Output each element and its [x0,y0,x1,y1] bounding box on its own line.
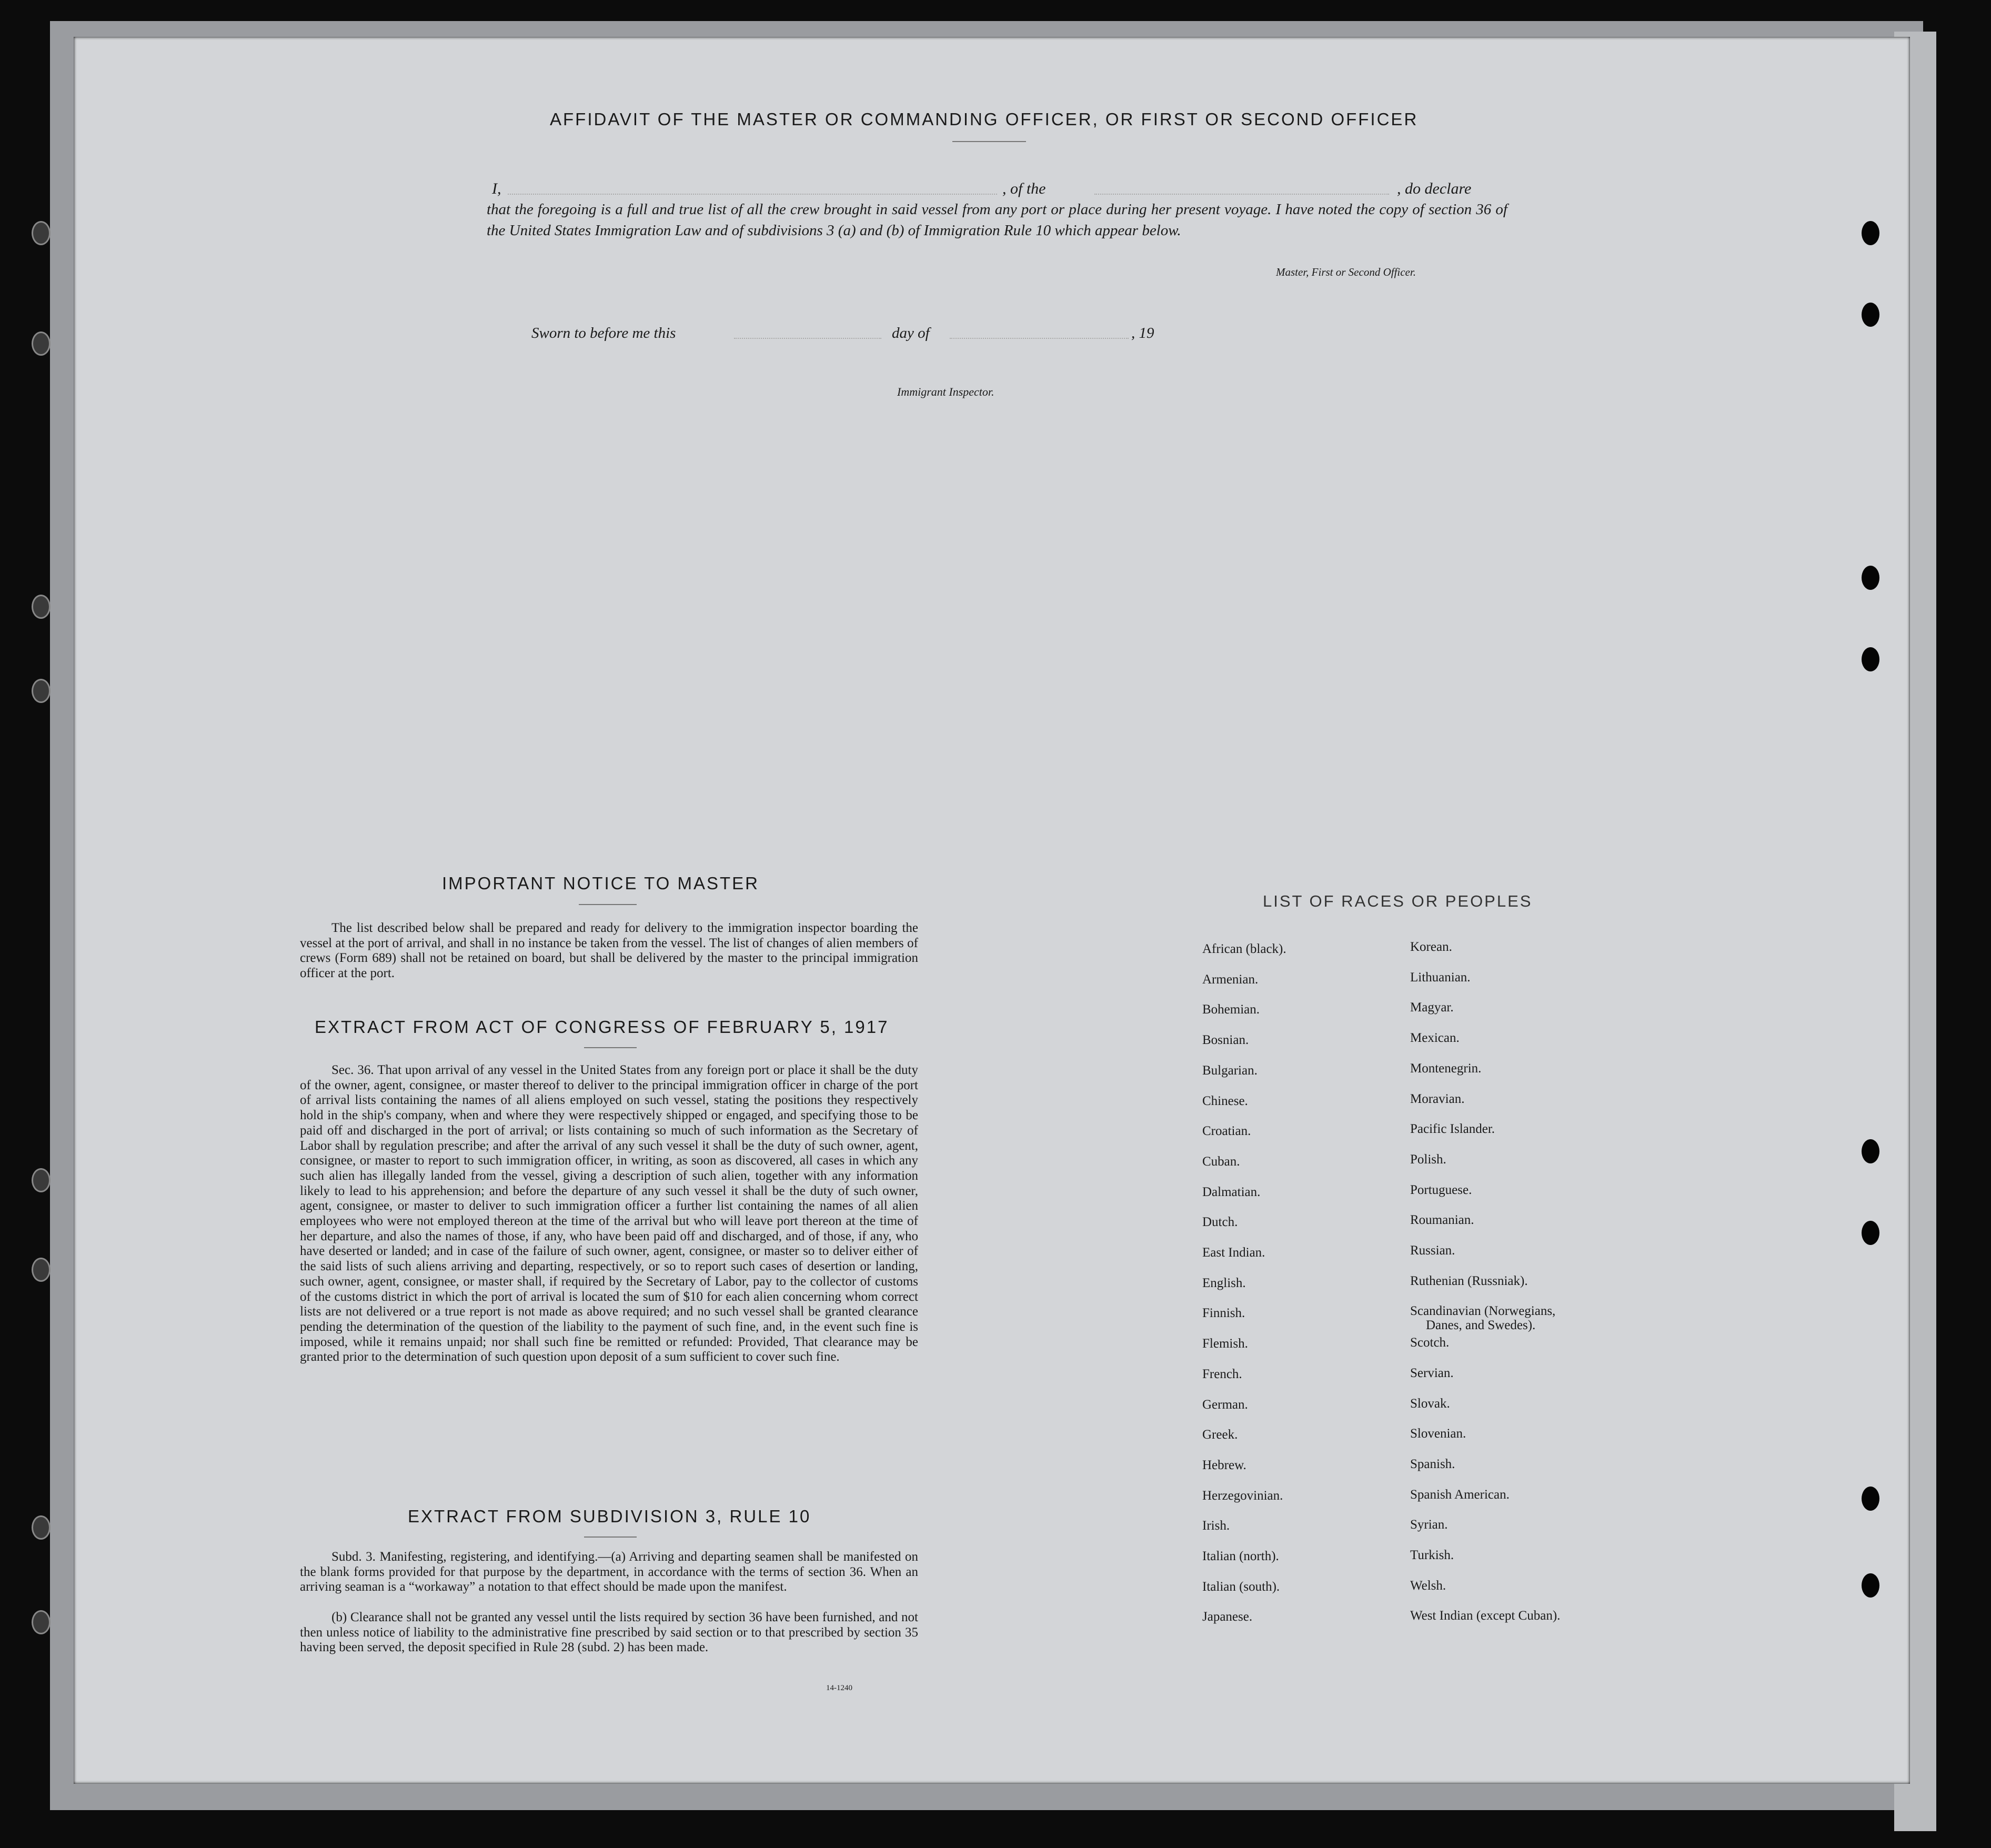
binder-hole [1862,1221,1879,1245]
form-number: 14-1240 [826,1684,852,1692]
race-item: West Indian (except Cuban). [1410,1609,1561,1623]
race-item: Scotch. [1410,1335,1450,1350]
race-item: Irish. [1202,1519,1230,1533]
race-item: Cuban. [1202,1154,1240,1169]
race-item: Croatian. [1202,1124,1251,1138]
name-blank[interactable] [508,194,997,195]
binder-hole [1862,303,1879,327]
binder-hole [1862,1573,1879,1598]
divider [579,904,637,905]
edge-hole [32,1515,51,1540]
divider [952,141,1026,142]
race-item: East Indian. [1202,1246,1265,1260]
race-item: Flemish. [1202,1337,1248,1351]
month-blank[interactable] [950,338,1129,339]
edge-hole [32,595,51,619]
race-item: Syrian. [1410,1518,1448,1532]
race-item: Italian (south). [1202,1580,1280,1594]
sworn-label: Sworn to before me this [531,325,676,342]
edge-hole [32,1168,51,1192]
race-item: Slovak. [1410,1397,1450,1411]
affidavit-do-declare: , do declare [1397,180,1472,197]
race-item: Bulgarian. [1202,1063,1258,1078]
race-item: Servian. [1410,1366,1454,1380]
affidavit-of-the: , of the [1002,180,1046,197]
race-item: Greek. [1202,1428,1238,1442]
race-item: Armenian. [1202,972,1259,987]
race-item: Bosnian. [1202,1033,1249,1047]
race-item: Chinese. [1202,1094,1248,1108]
inspector-label: Immigrant Inspector. [897,385,994,398]
race-item: Finnish. [1202,1306,1245,1320]
race-item: Magyar. [1410,1000,1454,1015]
race-item: Herzegovinian. [1202,1489,1283,1503]
edge-hole [32,332,51,356]
race-item: Japanese. [1202,1610,1253,1624]
edge-hole [32,679,51,703]
race-item: Turkish. [1410,1548,1454,1562]
day-blank[interactable] [734,338,881,339]
races-title: LIST OF RACES OR PEOPLES [1263,892,1533,910]
race-item: Russian. [1410,1243,1455,1258]
document-page [74,37,1910,1784]
race-item: German. [1202,1398,1248,1412]
binder-hole [1862,1487,1879,1511]
race-item: Roumanian. [1410,1213,1474,1227]
race-item: Pacific Islander. [1410,1122,1495,1136]
vessel-blank[interactable] [1094,194,1389,195]
notice-title: IMPORTANT NOTICE TO MASTER [442,873,760,893]
act-title: EXTRACT FROM ACT OF CONGRESS OF FEBRUARY 5, 1917 [315,1017,889,1037]
binder-hole [1862,566,1879,590]
master-signature-label: Master, First or Second Officer. [1276,266,1416,278]
race-item: Italian (north). [1202,1549,1279,1563]
race-item: Ruthenian (Russniak). [1410,1274,1528,1288]
act-text: Sec. 36. That upon arrival of any vessel in the United States from any foreign port or place it shall be the duty of the owner, agent, consignee, or master thereof to deliver to the principal immigration officer in charge of the port of arrival lists containing the names of all aliens employed on such vessel, stating the positions they respectively hold in the ship's company, when and where they were respectively shipped or engaged, and specifying those to be paid off and discharged in the port of arrival; or lists containing so much of such information as the Secretary of Labor shall by regulation prescribe; and after the arrival of any such vessel it shall be the duty of such owner, agent, consignee, or master to report to such immigration officer, in writing, as soon as discovered, all cases in which any such alien has illegally landed from the vessel, giving a description of such alien, together with any information likely to lead to his apprehension; and before the departure of any such vessel it shall be the duty of such owner, agent, consignee, or master to deliver to such immigration officer a further list containing the names of all alien employees who were not employed thereon at the time of the arrival but who will leave port thereon at the time of her departure, and also the names of those, if any, who have been paid off and discharged, and of those, if any, who have deserted or landed; and in case of the failure of such owner, agent, consignee, or master so to deliver either of the said lists of such aliens arriving and departing, respectively, or so to report such cases of desertion or landing, such owner, agent, consignee, or master shall, if required by the Secretary of Labor, pay to the collector of customs of the customs district in which the port of arrival is located the sum of $10 for each alien concerning whom correct lists are not delivered or a true report is not made as above required; and no such vessel shall be granted clearance pending the determination of the question of the liability to the payment of such fine, and, in the event such fine is imposed, while it remains unpaid; nor shall such fine be remitted or refunded: Provided, That clearance may be granted prior to the determination of such question upon deposit of a sum sufficient to cover such fine. [300,1063,918,1364]
race-item: Moravian. [1410,1092,1465,1106]
year-label: , 19 [1131,325,1154,342]
race-item: Bohemian. [1202,1002,1260,1017]
day-of-label: day of [892,325,930,342]
rule-text-a: Subd. 3. Manifesting, registering, and identifying.—(a) Arriving and departing seamen shall be manifested on the blank forms provided for that purpose by the department, in accordance with the terms of section 36. When an arriving seaman is a “workaway” a notation to that effect should be made upon the manifest. [300,1550,918,1594]
race-item: Polish. [1410,1152,1446,1167]
binder-hole [1862,647,1879,671]
race-item: English. [1202,1276,1246,1290]
race-item: Danes, and Swedes). [1426,1318,1536,1333]
affidavit-body: that the foregoing is a full and true list of all the crew brought in said vessel from any port or place during her present voyage. I have noted the copy of section 36 of the United States Immigration Law and of subdivisions 3 (a) and (b) of Immigration Rule 10 which appear below. [487,201,1507,239]
race-item: Scandinavian (Norwegians, [1410,1304,1556,1318]
affidavit-title: AFFIDAVIT OF THE MASTER OR COMMANDING OFFICER, OR FIRST OR SECOND OFFICER [550,109,1419,129]
edge-hole [32,221,51,245]
divider [584,1047,637,1048]
rule-title: EXTRACT FROM SUBDIVISION 3, RULE 10 [408,1506,811,1526]
race-item: Montenegrin. [1410,1061,1482,1076]
edge-hole [32,1258,51,1282]
race-item: Korean. [1410,940,1452,954]
binder-hole [1862,1139,1879,1163]
affidavit-i: I, [492,180,501,197]
race-item: Dalmatian. [1202,1185,1261,1199]
rule-text-b: (b) Clearance shall not be granted any vessel until the lists required by section 36 have been furnished, and not then unless notice of liability to the administrative fine prescribed by said section or to that prescribed by section 35 having been served, the deposit specified in Rule 28 (subd. 2) has been made. [300,1610,918,1655]
race-item: Spanish American. [1410,1488,1510,1502]
edge-hole [32,1610,51,1634]
race-item: Welsh. [1410,1579,1446,1593]
race-item: Mexican. [1410,1031,1460,1045]
race-item: French. [1202,1367,1242,1381]
race-item: Lithuanian. [1410,970,1471,985]
divider [584,1536,637,1538]
race-item: Hebrew. [1202,1458,1246,1472]
race-item: Dutch. [1202,1215,1238,1229]
race-item: Spanish. [1410,1457,1455,1471]
race-item: African (black). [1202,942,1286,956]
race-item: Slovenian. [1410,1427,1466,1441]
binder-hole [1862,221,1879,245]
notice-text: The list described below shall be prepared and ready for delivery to the immigration inspector boarding the vessel at the port of arrival, and shall in no instance be taken from the vessel. The list of changes of alien members of crews (Form 689) shall not be retained on board, but shall be delivered by the master to the principal immigration officer at the port. [300,921,918,981]
race-item: Portuguese. [1410,1183,1472,1197]
